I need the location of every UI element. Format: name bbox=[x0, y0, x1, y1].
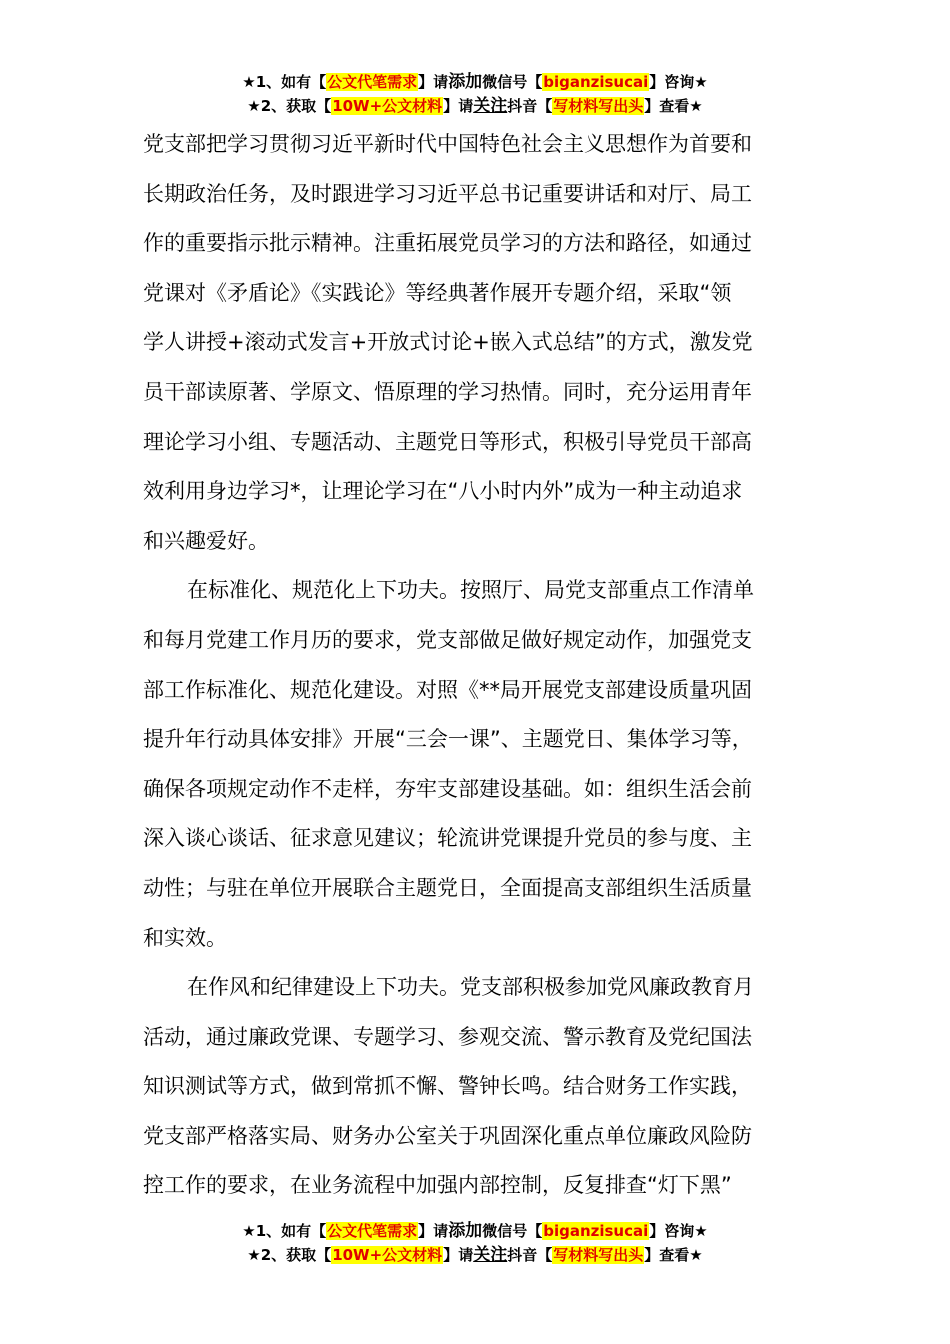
banner-emphasis: 添加 bbox=[448, 72, 483, 92]
banner-text: 】请 bbox=[443, 1246, 474, 1264]
text-line: 员干部读原著、学原文、悟原理的学习热情。同时，充分运用青年 bbox=[143, 379, 752, 404]
text-line: 确保各项规定动作不走样，夯牢支部建设基础。如：组织生活会前 bbox=[143, 776, 752, 801]
text-line: 长期政治任务，及时跟进学习习近平总书记重要讲话和对厅、局工 bbox=[143, 181, 752, 206]
banner-douyin-id: 写材料写出头 bbox=[553, 1246, 644, 1264]
banner-text: 】查看★ bbox=[644, 97, 703, 115]
banner-text: 】咨询★ bbox=[649, 1222, 708, 1240]
text-line: 深入谈心谈话、征求意见建议；轮流讲党课提升党员的参与度、主 bbox=[143, 826, 752, 851]
footer-banner bbox=[0, 1219, 950, 1267]
banner-text: ★1、如有【 bbox=[242, 1222, 327, 1240]
text-line: 和实效。 bbox=[143, 925, 227, 950]
text-line: 部工作标准化、规范化建设。对照《**局开展党支部建设质量巩固 bbox=[143, 677, 752, 702]
banner-highlight: 公文代笔需求 bbox=[327, 73, 418, 91]
banner-highlight: 公文代笔需求 bbox=[327, 1222, 418, 1240]
banner-highlight: 10W+公文材料 bbox=[332, 97, 443, 115]
text-line: 党支部把学习贯彻习近平新时代中国特色社会主义思想作为首要和 bbox=[143, 132, 752, 156]
text-line: 作的重要指示批示精神。注重拓展党员学习的方法和路径，如通过 bbox=[143, 231, 752, 256]
banner-text: 】查看★ bbox=[644, 1246, 703, 1264]
header-banner bbox=[0, 70, 950, 118]
text-line: 活动，通过廉政党课、专题学习、参观交流、警示教育及党纪国法 bbox=[143, 1024, 752, 1049]
banner-text: 】请 bbox=[418, 73, 449, 91]
text-line: 和兴趣爱好。 bbox=[143, 528, 269, 553]
text-line: 和每月党建工作月历的要求，党支部做足做好规定动作，加强党支 bbox=[143, 627, 752, 652]
banner-wechat-id: biganzisucai bbox=[543, 73, 649, 91]
paragraph-2 bbox=[143, 566, 833, 963]
text-line: 在作风和纪律建设上下功夫。党支部积极参加党风廉政教育月 bbox=[187, 975, 754, 1000]
banner-text: 】请 bbox=[443, 97, 474, 115]
text-line: 控工作的要求，在业务流程中加强内部控制，反复排查“灯下黑” bbox=[143, 1173, 732, 1198]
banner-line-1 bbox=[0, 1219, 950, 1243]
banner-text: ★1、如有【 bbox=[242, 73, 327, 91]
banner-emphasis: 关注 bbox=[473, 1245, 508, 1265]
text-line: 提升年行动具体安排》开展“三会一课”、主题党日、集体学习等， bbox=[143, 727, 753, 752]
banner-text: 抖音【 bbox=[507, 97, 553, 115]
banner-emphasis: 关注 bbox=[473, 96, 508, 116]
text-line: 知识测试等方式，做到常抓不懈、警钟长鸣。结合财务工作实践， bbox=[143, 1074, 752, 1099]
text-line: 学人讲授+滚动式发言+开放式讨论+嵌入式总结”的方式，激发党 bbox=[143, 330, 753, 355]
banner-text: 】咨询★ bbox=[649, 73, 708, 91]
text-line: 动性；与驻在单位开展联合主题党日，全面提高支部组织生活质量 bbox=[143, 875, 752, 900]
banner-text: ★2、获取【 bbox=[247, 1246, 332, 1264]
banner-emphasis: 添加 bbox=[448, 1221, 483, 1241]
banner-text: 微信号【 bbox=[482, 73, 543, 91]
banner-text: 抖音【 bbox=[507, 1246, 553, 1264]
paragraph-1 bbox=[143, 120, 833, 566]
document-body bbox=[143, 120, 833, 1211]
text-line: 在标准化、规范化上下功夫。按照厅、局党支部重点工作清单 bbox=[187, 578, 754, 603]
text-line: 效利用身边学习*，让理论学习在“八小时内外”成为一种主动追求 bbox=[143, 479, 743, 504]
text-line: 党课对《矛盾论》《实践论》等经典著作展开专题介绍，采取“领 bbox=[143, 280, 732, 305]
banner-text: 】请 bbox=[418, 1222, 449, 1240]
banner-text: ★2、获取【 bbox=[247, 97, 332, 115]
banner-highlight: 10W+公文材料 bbox=[332, 1246, 443, 1264]
banner-line-2 bbox=[0, 94, 950, 118]
text-line: 理论学习小组、专题活动、主题党日等形式，积极引导党员干部高 bbox=[143, 429, 752, 454]
banner-line-1 bbox=[0, 70, 950, 94]
banner-douyin-id: 写材料写出头 bbox=[553, 97, 644, 115]
text-line: 党支部严格落实局、财务办公室关于巩固深化重点单位廉政风险防 bbox=[143, 1123, 752, 1148]
paragraph-3 bbox=[143, 963, 833, 1211]
banner-line-2 bbox=[0, 1243, 950, 1267]
banner-wechat-id: biganzisucai bbox=[543, 1222, 649, 1240]
banner-text: 微信号【 bbox=[482, 1222, 543, 1240]
